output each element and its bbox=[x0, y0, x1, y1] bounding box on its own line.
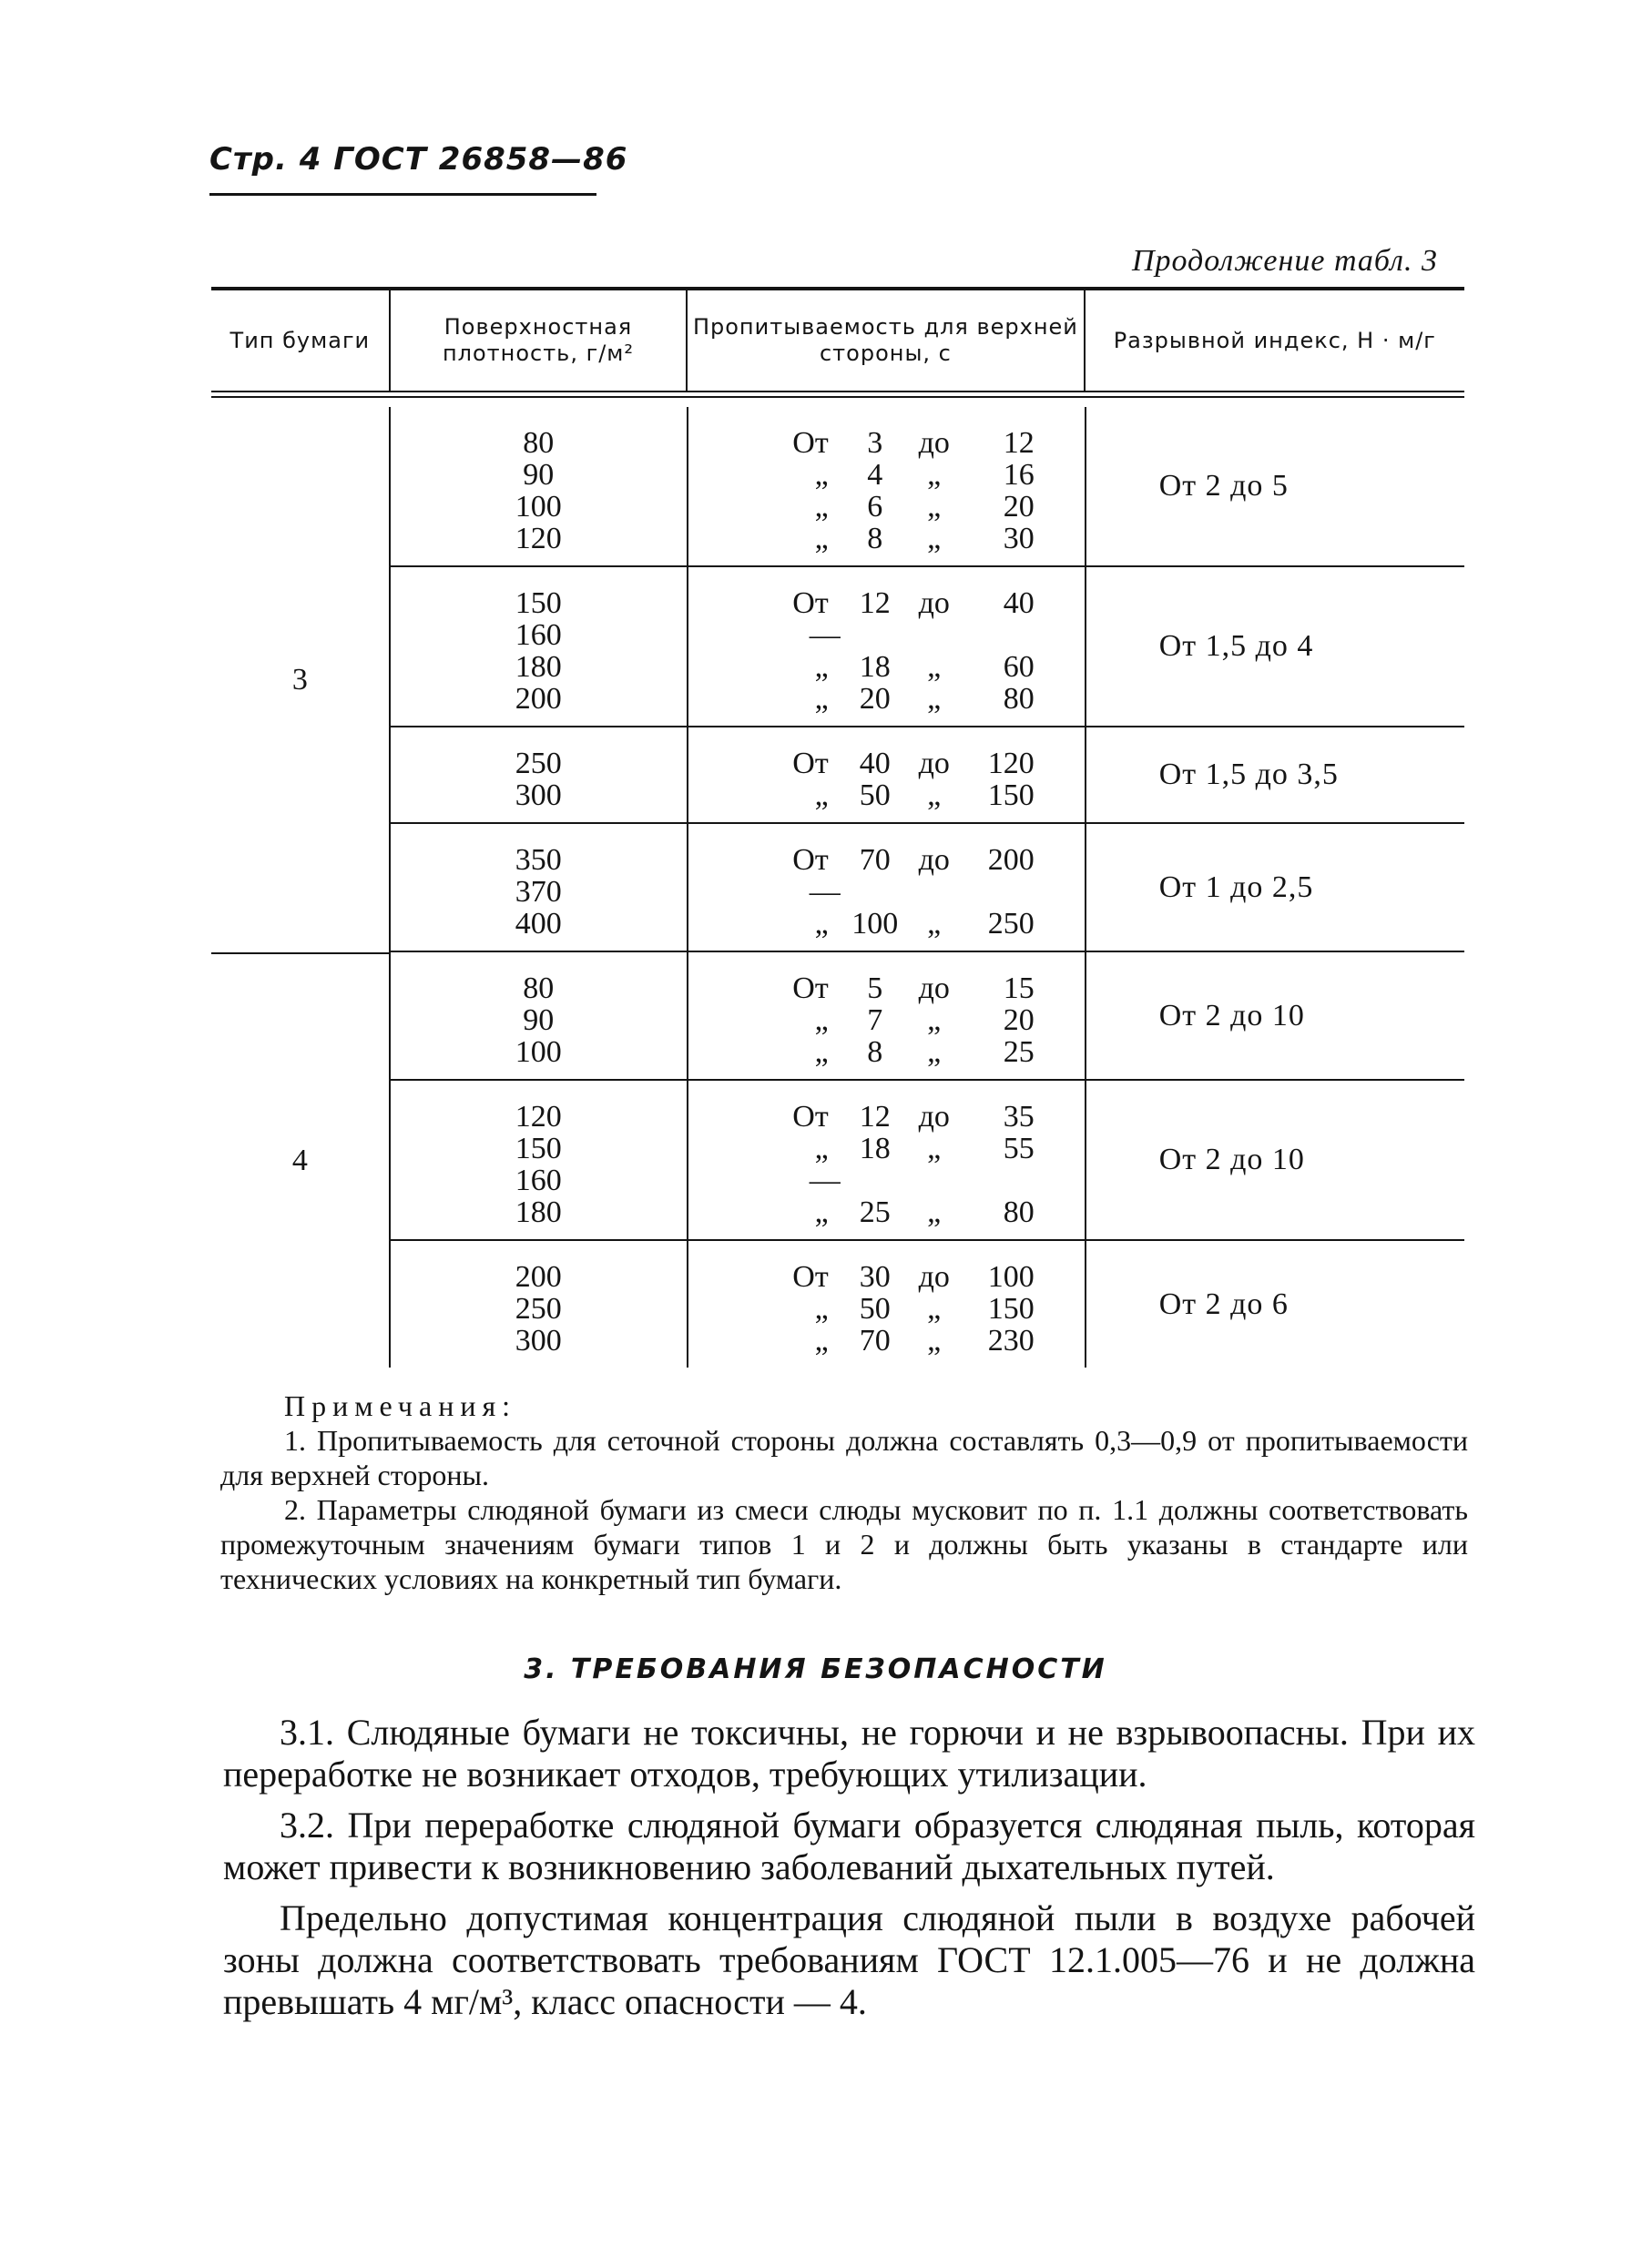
impregnability-line bbox=[688, 427, 1085, 459]
range-prefix: „ bbox=[814, 650, 829, 684]
range-to-word: „ bbox=[927, 682, 942, 716]
tensile-index-cell: От 2 до 10 bbox=[1085, 1081, 1464, 1239]
impregnability-dash: — bbox=[809, 618, 841, 652]
table-row bbox=[391, 407, 1464, 567]
range-to-word: „ bbox=[927, 522, 942, 555]
range-prefix: От bbox=[792, 971, 829, 1005]
table-header-row bbox=[211, 290, 1464, 391]
density-value: 180 bbox=[515, 650, 562, 684]
range-from: 8 bbox=[867, 1035, 883, 1069]
range-prefix: От bbox=[792, 747, 829, 780]
paragraph: Предельно допустимая концентрация слюдяной пыли в воздухе рабочей зоны должна соответствовать требованиям ГОСТ 12.1.005—76 и не должна превышать 4 мг/м³, класс опасности — 4. bbox=[223, 1897, 1475, 2022]
impregnability-cell bbox=[687, 1081, 1085, 1239]
density-value: 100 bbox=[515, 490, 562, 524]
tensile-index-cell: От 1,5 до 4 bbox=[1085, 567, 1464, 726]
range-to-word: до bbox=[918, 1260, 950, 1294]
table-row bbox=[391, 1081, 1464, 1241]
tensile-index-cell: От 1 до 2,5 bbox=[1085, 824, 1464, 951]
range-from: 3 bbox=[867, 426, 883, 460]
range-to-word: „ bbox=[927, 1132, 942, 1165]
range-to-word: „ bbox=[927, 458, 942, 492]
range-to-word: „ bbox=[927, 1035, 942, 1069]
impregnability-line bbox=[688, 491, 1085, 523]
impregnability-line bbox=[688, 779, 1085, 811]
range-prefix: От bbox=[792, 426, 829, 460]
density-value: 300 bbox=[515, 778, 562, 812]
density-value: 90 bbox=[523, 458, 555, 492]
tensile-index-cell: От 2 до 6 bbox=[1085, 1241, 1464, 1368]
range-to: 80 bbox=[1003, 682, 1035, 716]
range-to-word: „ bbox=[927, 778, 942, 812]
impregnability-cell bbox=[687, 407, 1085, 565]
paper-type-column bbox=[211, 407, 389, 1368]
range-to: 15 bbox=[1003, 971, 1035, 1005]
table-row bbox=[391, 1241, 1464, 1368]
density-value: 80 bbox=[523, 426, 555, 460]
impregnability-line bbox=[688, 972, 1085, 1004]
surface-density-cell bbox=[391, 567, 687, 726]
surface-density-cell bbox=[391, 1081, 687, 1239]
range-to-word: „ bbox=[927, 907, 942, 941]
properties-table bbox=[211, 287, 1464, 1368]
paragraph: 3.2. При переработке слюдяной бумаги образуется слюдяная пыль, которая может привести к возникновению заболеваний дыхательных путей. bbox=[223, 1805, 1475, 1887]
impregnability-line bbox=[688, 1101, 1085, 1133]
table-continuation-label: Продолжение табл. 3 bbox=[1131, 244, 1438, 278]
impregnability-line bbox=[688, 1325, 1085, 1357]
range-prefix: От bbox=[792, 843, 829, 877]
range-to-word: до bbox=[918, 426, 950, 460]
paper-type-cell: 4 bbox=[211, 952, 389, 1368]
range-to-word: до bbox=[918, 747, 950, 780]
range-from: 18 bbox=[859, 1132, 891, 1165]
range-from: 40 bbox=[859, 747, 891, 780]
range-to-word: до bbox=[918, 1100, 950, 1134]
range-to: 55 bbox=[1003, 1132, 1035, 1165]
col-header-paper-type: Тип бумаги bbox=[229, 327, 371, 353]
impregnability-line bbox=[688, 1261, 1085, 1293]
impregnability-line bbox=[688, 683, 1085, 715]
range-to: 35 bbox=[1003, 1100, 1035, 1134]
impregnability-line bbox=[688, 1293, 1085, 1325]
range-from: 50 bbox=[859, 778, 891, 812]
table-body bbox=[211, 407, 1464, 1368]
density-value: 200 bbox=[515, 1260, 562, 1294]
notes-title: Примечания: bbox=[284, 1389, 517, 1422]
range-prefix: „ bbox=[814, 1324, 829, 1358]
density-value: 80 bbox=[523, 971, 555, 1005]
range-from: 8 bbox=[867, 522, 883, 555]
surface-density-cell bbox=[391, 727, 687, 822]
range-from: 5 bbox=[867, 971, 883, 1005]
range-to-word: до bbox=[918, 971, 950, 1005]
density-value: 400 bbox=[515, 907, 562, 941]
range-to: 100 bbox=[987, 1260, 1035, 1294]
range-prefix: „ bbox=[814, 1132, 829, 1165]
impregnability-cell bbox=[687, 567, 1085, 726]
impregnability-line bbox=[688, 619, 1085, 651]
range-to-word: „ bbox=[927, 1195, 942, 1229]
impregnability-line bbox=[688, 748, 1085, 779]
impregnability-line bbox=[688, 876, 1085, 908]
density-value: 250 bbox=[515, 1292, 562, 1326]
density-value: 150 bbox=[515, 586, 562, 620]
tensile-index-cell: От 2 до 5 bbox=[1085, 407, 1464, 565]
range-to: 150 bbox=[987, 1292, 1035, 1326]
impregnability-line bbox=[688, 1133, 1085, 1165]
density-value: 90 bbox=[523, 1003, 555, 1037]
note-item: 1. Пропитываемость для сеточной стороны должна составлять 0,3—0,9 от пропитываемости для верхней стороны. bbox=[220, 1424, 1468, 1491]
range-to: 60 bbox=[1003, 650, 1035, 684]
tensile-index-cell: От 2 до 10 bbox=[1085, 952, 1464, 1079]
range-to: 250 bbox=[987, 907, 1035, 941]
range-prefix: „ bbox=[814, 682, 829, 716]
density-value: 250 bbox=[515, 747, 562, 780]
range-to: 25 bbox=[1003, 1035, 1035, 1069]
range-prefix: От bbox=[792, 1100, 829, 1134]
range-prefix: „ bbox=[814, 522, 829, 555]
page-header: Стр. 4 ГОСТ 26858—86 bbox=[209, 141, 628, 178]
density-value: 200 bbox=[515, 682, 562, 716]
range-prefix: „ bbox=[814, 1195, 829, 1229]
density-value: 160 bbox=[515, 1164, 562, 1197]
range-to-word: „ bbox=[927, 1292, 942, 1326]
range-from: 25 bbox=[859, 1195, 891, 1229]
density-value: 100 bbox=[515, 1035, 562, 1069]
range-to: 40 bbox=[1003, 586, 1035, 620]
col-header-tensile-index: Разрывной индекс, Н · м/г bbox=[1084, 290, 1464, 391]
tensile-index-cell: От 1,5 до 3,5 bbox=[1085, 727, 1464, 822]
note-item: 2. Параметры слюдяной бумаги из смеси слюды мусковит по п. 1.1 должны соответствовать промежуточным значениям бумаги типов 1 и 2 и должны быть указаны в стандарте или технических условиях на конкретный тип бумаги. bbox=[220, 1493, 1468, 1595]
impregnability-dash: — bbox=[809, 875, 841, 909]
impregnability-line bbox=[688, 587, 1085, 619]
col-header-impregnability: Пропитываемость для верхней стороны, с bbox=[686, 290, 1083, 391]
range-to-word: „ bbox=[927, 1324, 942, 1358]
range-from: 18 bbox=[859, 650, 891, 684]
range-to-word: до bbox=[918, 843, 950, 877]
table-header-rule bbox=[211, 391, 1464, 398]
density-value: 150 bbox=[515, 1132, 562, 1165]
impregnability-cell bbox=[687, 727, 1085, 822]
range-prefix: „ bbox=[814, 907, 829, 941]
range-from: 30 bbox=[859, 1260, 891, 1294]
density-value: 370 bbox=[515, 875, 562, 909]
density-value: 350 bbox=[515, 843, 562, 877]
range-prefix: „ bbox=[814, 1003, 829, 1037]
table-row bbox=[391, 567, 1464, 727]
impregnability-cell bbox=[687, 952, 1085, 1079]
surface-density-cell bbox=[391, 952, 687, 1079]
impregnability-line bbox=[688, 651, 1085, 683]
range-from: 12 bbox=[859, 586, 891, 620]
impregnability-line bbox=[688, 1004, 1085, 1036]
range-prefix: От bbox=[792, 586, 829, 620]
impregnability-line bbox=[688, 844, 1085, 876]
col-header-surface-density: Поверхностная плотность, г/м² bbox=[389, 290, 687, 391]
density-value: 300 bbox=[515, 1324, 562, 1358]
impregnability-line bbox=[688, 908, 1085, 940]
range-to-word: „ bbox=[927, 650, 942, 684]
paper-type-cell: 3 bbox=[291, 662, 308, 697]
density-value: 180 bbox=[515, 1195, 562, 1229]
range-to: 230 bbox=[987, 1324, 1035, 1358]
impregnability-cell bbox=[687, 824, 1085, 951]
range-to-word: „ bbox=[927, 490, 942, 524]
impregnability-line bbox=[688, 1196, 1085, 1228]
range-to: 20 bbox=[1003, 490, 1035, 524]
surface-density-cell bbox=[391, 1241, 687, 1368]
density-value: 160 bbox=[515, 618, 562, 652]
impregnability-line bbox=[688, 523, 1085, 554]
range-from: 50 bbox=[859, 1292, 891, 1326]
density-value: 120 bbox=[515, 522, 562, 555]
surface-density-cell bbox=[391, 824, 687, 951]
range-prefix: „ bbox=[814, 1292, 829, 1326]
range-to: 20 bbox=[1003, 1003, 1035, 1037]
impregnability-cell bbox=[687, 1241, 1085, 1368]
range-to: 30 bbox=[1003, 522, 1035, 555]
range-to: 120 bbox=[987, 747, 1035, 780]
impregnability-line bbox=[688, 1165, 1085, 1196]
section-title: 3. ТРЕБОВАНИЯ БЕЗОПАСНОСТИ bbox=[524, 1653, 1107, 1685]
range-to: 200 bbox=[987, 843, 1035, 877]
range-from: 6 bbox=[867, 490, 883, 524]
range-prefix: „ bbox=[814, 458, 829, 492]
surface-density-cell bbox=[391, 407, 687, 565]
range-to: 12 bbox=[1003, 426, 1035, 460]
value-columns bbox=[389, 407, 1464, 1368]
table-row bbox=[391, 952, 1464, 1081]
header-underline bbox=[209, 193, 596, 196]
impregnability-line bbox=[688, 1036, 1085, 1068]
range-from: 70 bbox=[859, 843, 891, 877]
section-body bbox=[223, 1712, 1475, 2032]
range-from: 4 bbox=[867, 458, 883, 492]
table-notes bbox=[220, 1388, 1468, 1596]
impregnability-dash: — bbox=[809, 1164, 841, 1197]
impregnability-line bbox=[688, 459, 1085, 491]
range-from: 12 bbox=[859, 1100, 891, 1134]
range-from: 20 bbox=[859, 682, 891, 716]
range-from: 7 bbox=[867, 1003, 883, 1037]
range-to-word: до bbox=[918, 586, 950, 620]
range-from: 100 bbox=[851, 907, 899, 941]
range-prefix: „ bbox=[814, 778, 829, 812]
range-from: 70 bbox=[859, 1324, 891, 1358]
range-prefix: „ bbox=[814, 1035, 829, 1069]
table-row bbox=[391, 727, 1464, 824]
range-to: 150 bbox=[987, 778, 1035, 812]
range-prefix: „ bbox=[814, 490, 829, 524]
table-row bbox=[391, 824, 1464, 952]
range-to-word: „ bbox=[927, 1003, 942, 1037]
range-to: 16 bbox=[1003, 458, 1035, 492]
range-prefix: От bbox=[792, 1260, 829, 1294]
paragraph: 3.1. Слюдяные бумаги не токсичны, не горючи и не взрывоопасны. При их переработке не возникает отходов, требующих утилизации. bbox=[223, 1712, 1475, 1795]
range-to: 80 bbox=[1003, 1195, 1035, 1229]
density-value: 120 bbox=[515, 1100, 562, 1134]
